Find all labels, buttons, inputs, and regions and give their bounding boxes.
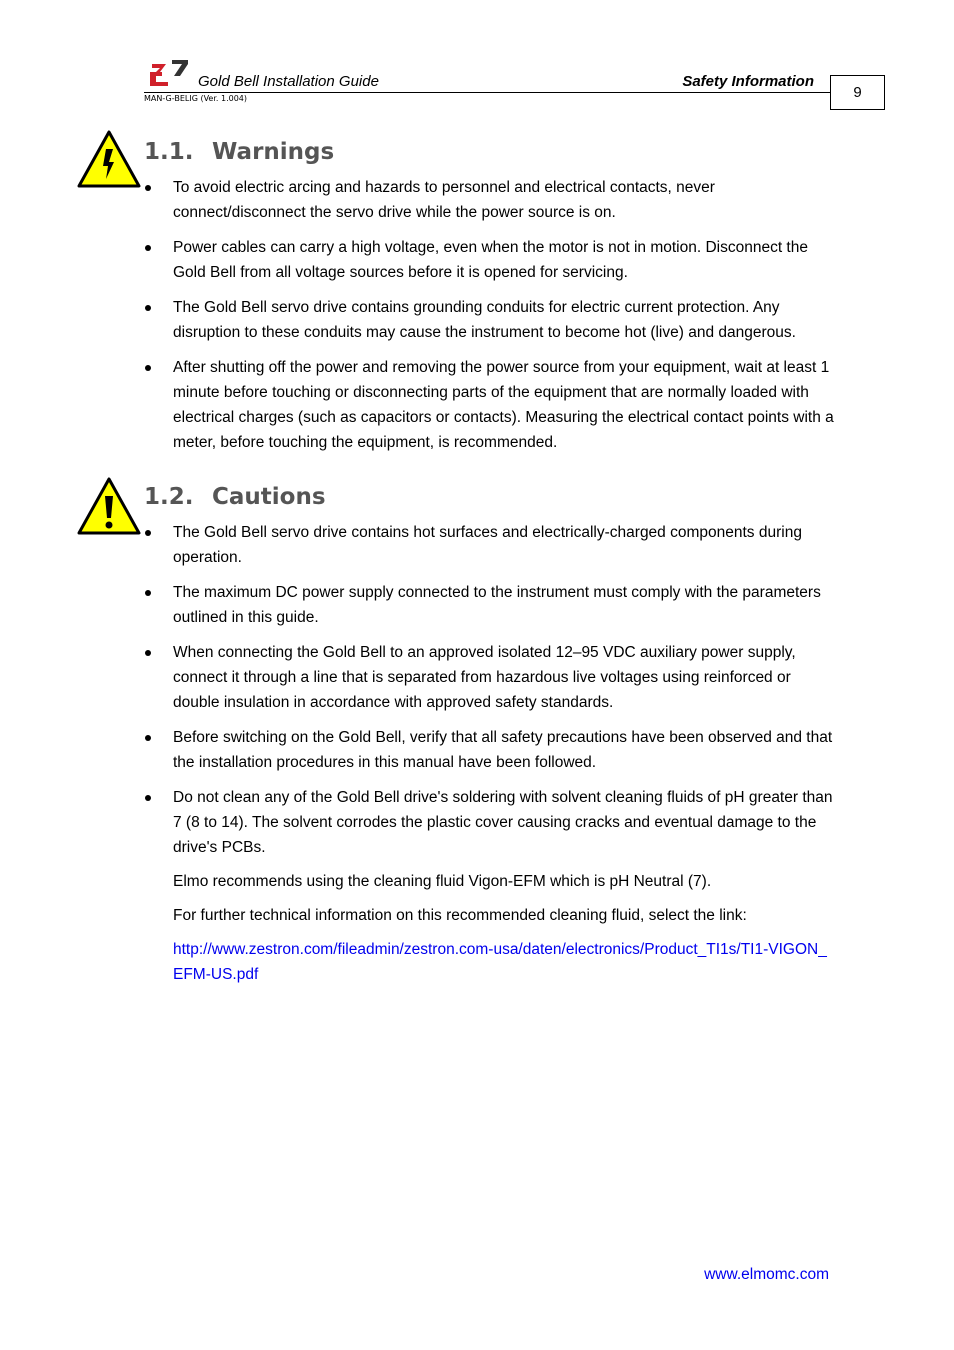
- cautions-number: 1.2.: [144, 484, 194, 510]
- caution-exclamation-icon: [76, 476, 142, 536]
- warnings-heading: [144, 139, 334, 165]
- bullet-icon: [145, 590, 151, 596]
- elmo-logo-icon: [148, 58, 190, 88]
- cleaning-fluid-note: Elmo recommends using the cleaning fluid Vigon-EFM which is pH Neutral (7).: [173, 873, 712, 890]
- website-link[interactable]: www.elmomc.com: [704, 1266, 829, 1283]
- warnings-number: 1.1.: [144, 139, 194, 165]
- list-item: The Gold Bell servo drive contains grounding conduits for electric current protection. Any disruption to these conduits may cause the instrument to become hot (live) and dangerous.: [144, 295, 834, 345]
- header-title: Gold Bell Installation Guide: [198, 73, 379, 90]
- bullet-icon: [145, 735, 151, 741]
- cautions-list: [144, 520, 834, 870]
- bullet-icon: [145, 185, 151, 191]
- list-item: When connecting the Gold Bell to an approved isolated 12–95 VDC auxiliary power supply, connect it through a line that is separated from hazardous live voltages using reinforced or double insulation in accordance with approved safety standards.: [144, 640, 834, 715]
- list-item: Do not clean any of the Gold Bell drive's soldering with solvent cleaning fluids of pH greater than 7 (8 to 14). The solvent corrodes the plastic cover causing cracks and eventual damage to the drive's PCBs.: [144, 785, 834, 860]
- list-item: To avoid electric arcing and hazards to personnel and electrical contacts, never connect/disconnect the servo drive while the power source is on.: [144, 175, 834, 225]
- list-item: Power cables can carry a high voltage, even when the motor is not in motion. Disconnect the Gold Bell from all voltage sources before it is opened for servicing.: [144, 235, 834, 285]
- cautions-heading: [144, 484, 326, 510]
- list-item: After shutting off the power and removing the power source from your equipment, wait at least 1 minute before touching or disconnecting parts of the equipment that are normally loaded with electrical charges (such as capacitors or contacts). Measuring the electrical contact points with a meter, before touching the equipment, is recommended.: [144, 355, 834, 455]
- bullet-icon: [145, 245, 151, 251]
- cautions-title: Cautions: [212, 484, 326, 510]
- list-item: The Gold Bell servo drive contains hot surfaces and electrically-charged components during operation.: [144, 520, 834, 570]
- page-number: 9: [830, 75, 885, 110]
- further-info-note: For further technical information on this recommended cleaning fluid, select the link:: [173, 907, 747, 924]
- bullet-icon: [145, 650, 151, 656]
- document-code: MAN-G-BELIG (Ver. 1.004): [144, 94, 247, 103]
- bullet-icon: [145, 530, 151, 536]
- list-item: The maximum DC power supply connected to the instrument must comply with the parameters outlined in this guide.: [144, 580, 834, 630]
- warnings-title: Warnings: [212, 139, 335, 165]
- header-section-title: Safety Information: [682, 73, 814, 90]
- bullet-icon: [145, 795, 151, 801]
- bullet-icon: [145, 365, 151, 371]
- header-rule: [144, 92, 831, 93]
- zestron-link[interactable]: http://www.zestron.com/fileadmin/zestron.com-usa/daten/electronics/Product_TI1s/TI1-VIGON_EFM-US.pdf: [173, 941, 827, 983]
- bullet-icon: [145, 305, 151, 311]
- warnings-list: [144, 175, 834, 465]
- list-item: Before switching on the Gold Bell, verify that all safety precautions have been observed and that the installation procedures in this manual have been followed.: [144, 725, 834, 775]
- electric-hazard-icon: [76, 129, 142, 189]
